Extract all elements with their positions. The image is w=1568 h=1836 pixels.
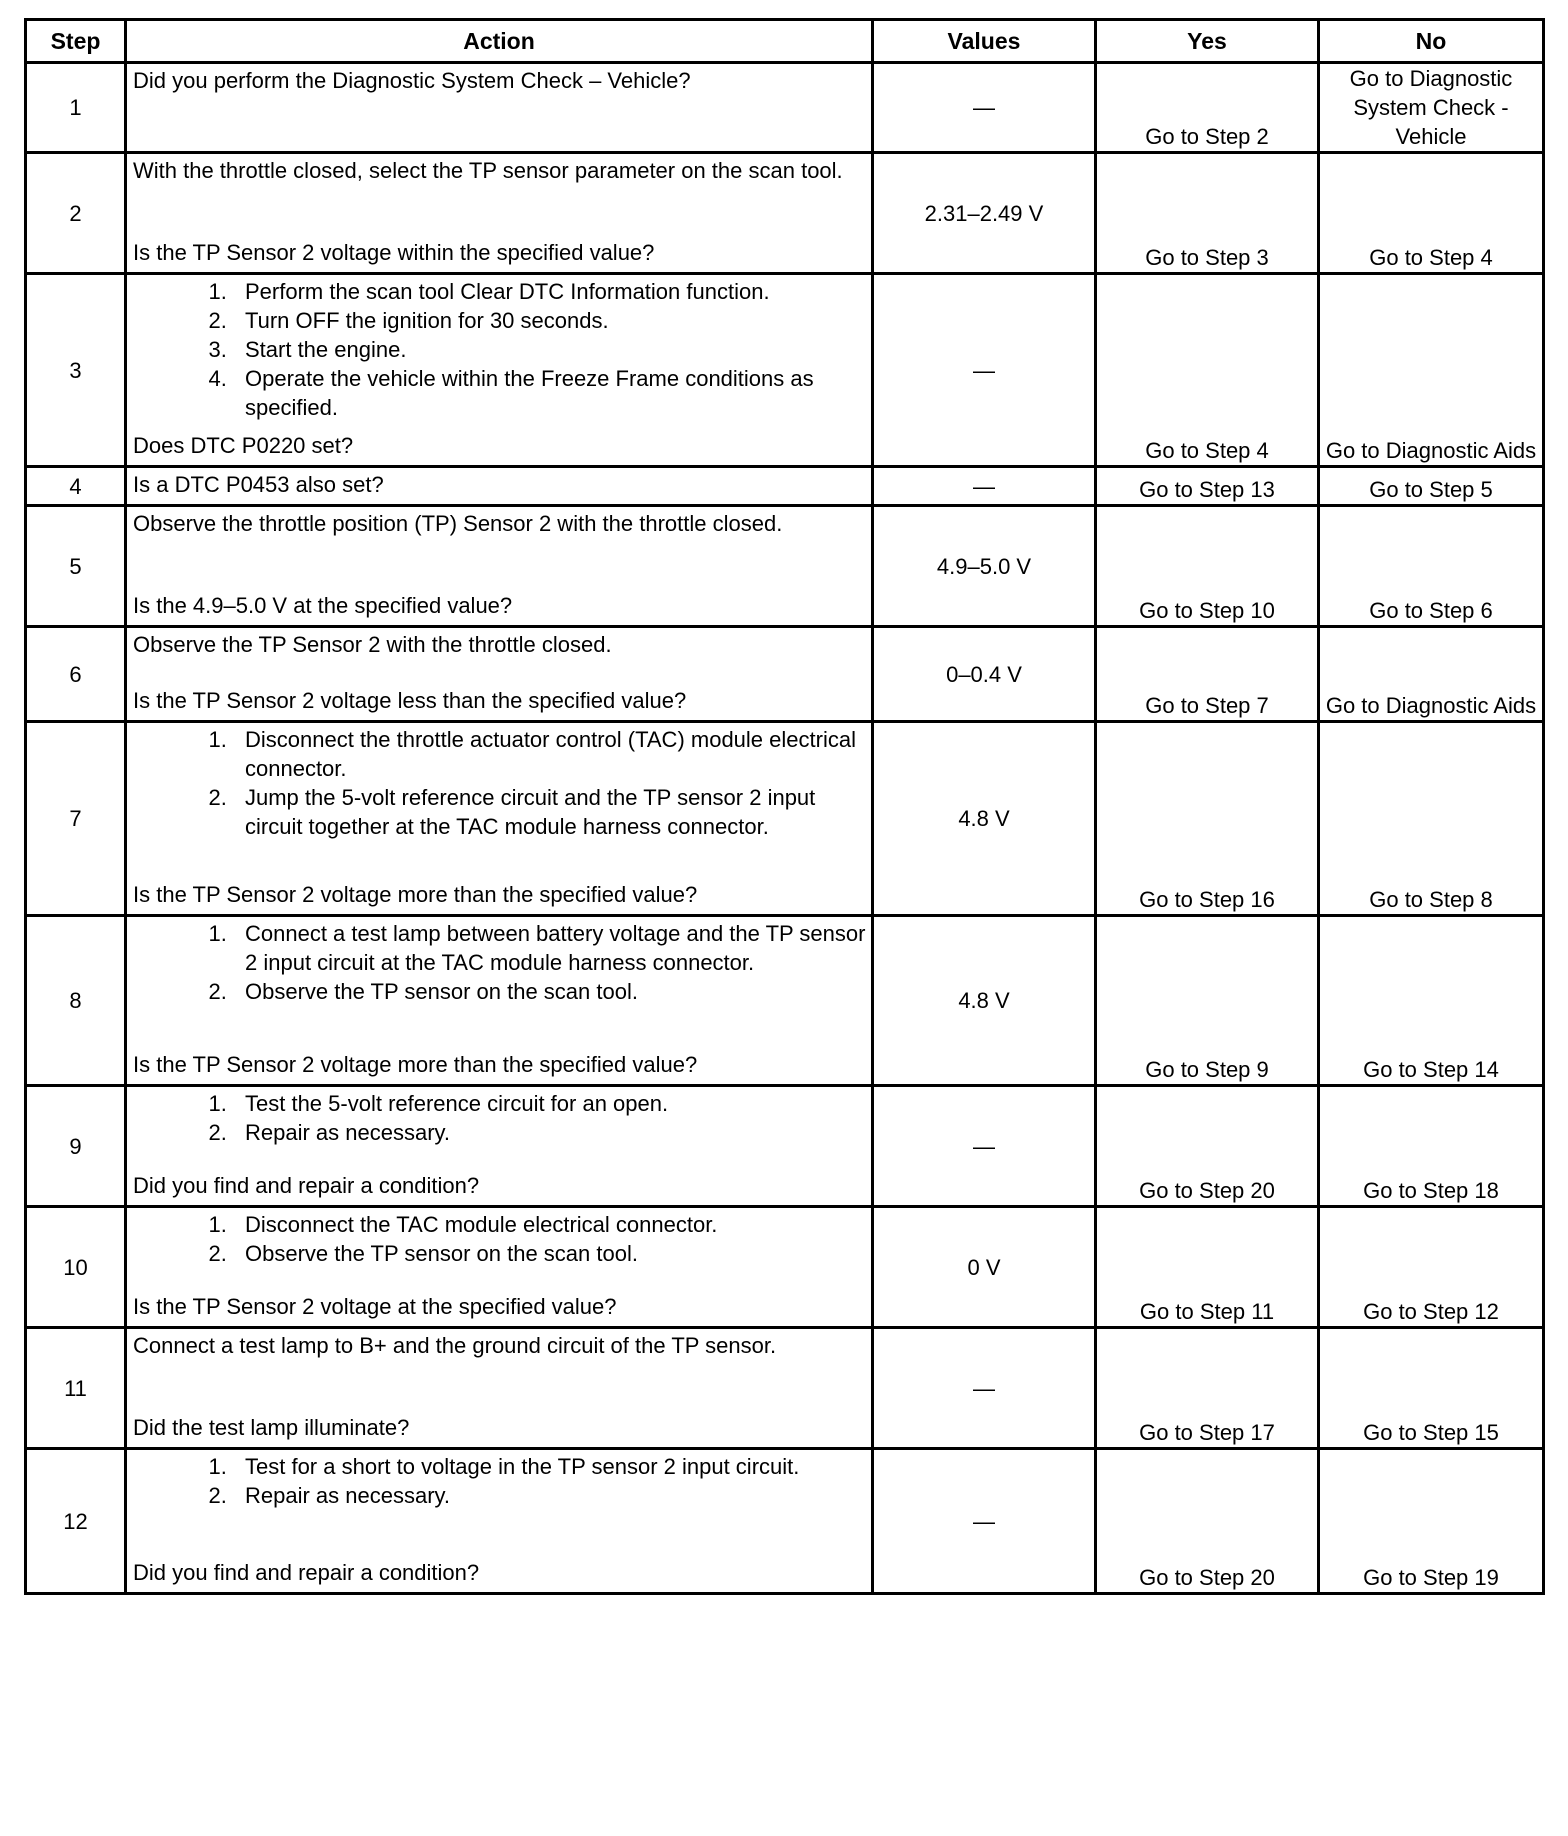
action-step-item: 2. Observe the TP sensor on the scan tool.: [233, 977, 867, 1006]
action-question: Is the TP Sensor 2 voltage more than the specified value?: [133, 1052, 698, 1077]
table-row: [26, 274, 1544, 467]
header-step: Step: [26, 20, 126, 63]
no-cell: Go to Step 4: [1319, 153, 1544, 274]
values-cell: —: [873, 467, 1096, 506]
yes-cell: Go to Step 2: [1096, 63, 1319, 153]
action-cell: [126, 1207, 873, 1328]
header-no: No: [1319, 20, 1544, 63]
table-body: [26, 63, 1544, 1594]
action-cell: [126, 274, 873, 467]
action-cell: [126, 1086, 873, 1207]
yes-cell: Go to Step 4: [1096, 274, 1319, 467]
header-row: [26, 20, 1544, 63]
action-question: Is the TP Sensor 2 voltage more than the specified value?: [133, 882, 698, 907]
no-cell: Go to Step 6: [1319, 506, 1544, 627]
table-row: [26, 627, 1544, 722]
action-text: Observe the TP Sensor 2 with the throttle closed.: [133, 632, 612, 657]
step-cell: 11: [26, 1328, 126, 1449]
step-cell: 9: [26, 1086, 126, 1207]
table-row: [26, 916, 1544, 1086]
table-row: [26, 506, 1544, 627]
table-row: [26, 63, 1544, 153]
action-text: Is a DTC P0453 also set?: [133, 472, 384, 497]
values-cell: 2.31–2.49 V: [873, 153, 1096, 274]
action-question: Is the 4.9–5.0 V at the specified value?: [133, 593, 513, 618]
yes-cell: Go to Step 3: [1096, 153, 1319, 274]
values-cell: —: [873, 274, 1096, 467]
values-cell: —: [873, 1328, 1096, 1449]
action-step-item: 2. Jump the 5-volt reference circuit and the TP sensor 2 input circuit together at the TAC module harness connector.: [233, 783, 867, 841]
action-step-item: 1. Disconnect the TAC module electrical connector.: [233, 1210, 867, 1239]
values-cell: 0 V: [873, 1207, 1096, 1328]
values-cell: —: [873, 63, 1096, 153]
yes-cell: Go to Step 16: [1096, 722, 1319, 916]
action-steps-list: [133, 277, 867, 422]
action-question: Does DTC P0220 set?: [133, 433, 354, 458]
action-step-item: 1. Test the 5-volt reference circuit for an open.: [233, 1089, 867, 1118]
no-cell: Go to Diagnostic Aids: [1319, 274, 1544, 467]
table-row: [26, 722, 1544, 916]
yes-cell: Go to Step 11: [1096, 1207, 1319, 1328]
action-step-item: 2. Repair as necessary.: [233, 1481, 867, 1510]
values-cell: —: [873, 1449, 1096, 1594]
step-cell: 8: [26, 916, 126, 1086]
yes-cell: Go to Step 20: [1096, 1449, 1319, 1594]
action-cell: [126, 627, 873, 722]
action-question: Did the test lamp illuminate?: [133, 1415, 410, 1440]
action-question: Did you find and repair a condition?: [133, 1173, 480, 1198]
action-step-item: 2. Turn OFF the ignition for 30 seconds.: [233, 306, 867, 335]
no-cell: Go to Step 18: [1319, 1086, 1544, 1207]
action-cell: [126, 63, 873, 153]
table-row: [26, 467, 1544, 506]
action-cell: [126, 1449, 873, 1594]
action-cell: [126, 153, 873, 274]
action-step-item: 1. Connect a test lamp between battery voltage and the TP sensor 2 input circuit at the TAC module harness connector.: [233, 919, 867, 977]
no-cell: Go to Step 15: [1319, 1328, 1544, 1449]
yes-cell: Go to Step 17: [1096, 1328, 1319, 1449]
diagnostic-table: [24, 18, 1545, 1595]
values-cell: 4.8 V: [873, 916, 1096, 1086]
action-steps-list: [133, 1452, 867, 1510]
yes-cell: Go to Step 9: [1096, 916, 1319, 1086]
header-action: Action: [126, 20, 873, 63]
action-cell: [126, 467, 873, 506]
action-text: Connect a test lamp to B+ and the ground circuit of the TP sensor.: [133, 1333, 777, 1358]
step-cell: 4: [26, 467, 126, 506]
action-question: Is the TP Sensor 2 voltage within the specified value?: [133, 240, 655, 265]
no-cell: Go to Step 14: [1319, 916, 1544, 1086]
yes-cell: Go to Step 7: [1096, 627, 1319, 722]
action-step-item: 3. Start the engine.: [233, 335, 867, 364]
step-cell: 10: [26, 1207, 126, 1328]
action-cell: [126, 722, 873, 916]
values-cell: —: [873, 1086, 1096, 1207]
action-steps-list: [133, 1089, 867, 1147]
action-steps-list: [133, 919, 867, 1006]
action-text: With the throttle closed, select the TP sensor parameter on the scan tool.: [133, 158, 843, 183]
step-cell: 2: [26, 153, 126, 274]
no-cell: Go to Diagnostic System Check - Vehicle: [1319, 63, 1544, 153]
action-steps-list: [133, 1210, 867, 1268]
action-step-item: 2. Observe the TP sensor on the scan tool.: [233, 1239, 867, 1268]
action-question: Is the TP Sensor 2 voltage at the specified value?: [133, 1294, 617, 1319]
step-cell: 3: [26, 274, 126, 467]
action-cell: [126, 916, 873, 1086]
action-steps-list: [133, 725, 867, 841]
yes-cell: Go to Step 10: [1096, 506, 1319, 627]
action-cell: [126, 1328, 873, 1449]
action-question: Is the TP Sensor 2 voltage less than the specified value?: [133, 688, 687, 713]
no-cell: Go to Step 5: [1319, 467, 1544, 506]
table-row: [26, 1328, 1544, 1449]
action-question: Did you find and repair a condition?: [133, 1560, 480, 1585]
action-step-item: 1. Test for a short to voltage in the TP sensor 2 input circuit.: [233, 1452, 867, 1481]
step-cell: 6: [26, 627, 126, 722]
header-yes: Yes: [1096, 20, 1319, 63]
action-text: Did you perform the Diagnostic System Check – Vehicle?: [133, 68, 691, 93]
yes-cell: Go to Step 13: [1096, 467, 1319, 506]
no-cell: Go to Diagnostic Aids: [1319, 627, 1544, 722]
table-row: [26, 153, 1544, 274]
yes-cell: Go to Step 20: [1096, 1086, 1319, 1207]
step-cell: 5: [26, 506, 126, 627]
action-cell: [126, 506, 873, 627]
action-text: Observe the throttle position (TP) Sensor 2 with the throttle closed.: [133, 511, 783, 536]
values-cell: 0–0.4 V: [873, 627, 1096, 722]
step-cell: 7: [26, 722, 126, 916]
header-values: Values: [873, 20, 1096, 63]
no-cell: Go to Step 19: [1319, 1449, 1544, 1594]
action-step-item: 1. Perform the scan tool Clear DTC Information function.: [233, 277, 867, 306]
table-row: [26, 1086, 1544, 1207]
table-row: [26, 1449, 1544, 1594]
no-cell: Go to Step 12: [1319, 1207, 1544, 1328]
action-step-item: 4. Operate the vehicle within the Freeze Frame conditions as specified.: [233, 364, 867, 422]
action-step-item: 2. Repair as necessary.: [233, 1118, 867, 1147]
step-cell: 12: [26, 1449, 126, 1594]
step-cell: 1: [26, 63, 126, 153]
values-cell: 4.8 V: [873, 722, 1096, 916]
table-row: [26, 1207, 1544, 1328]
values-cell: 4.9–5.0 V: [873, 506, 1096, 627]
action-step-item: 1. Disconnect the throttle actuator control (TAC) module electrical connector.: [233, 725, 867, 783]
no-cell: Go to Step 8: [1319, 722, 1544, 916]
